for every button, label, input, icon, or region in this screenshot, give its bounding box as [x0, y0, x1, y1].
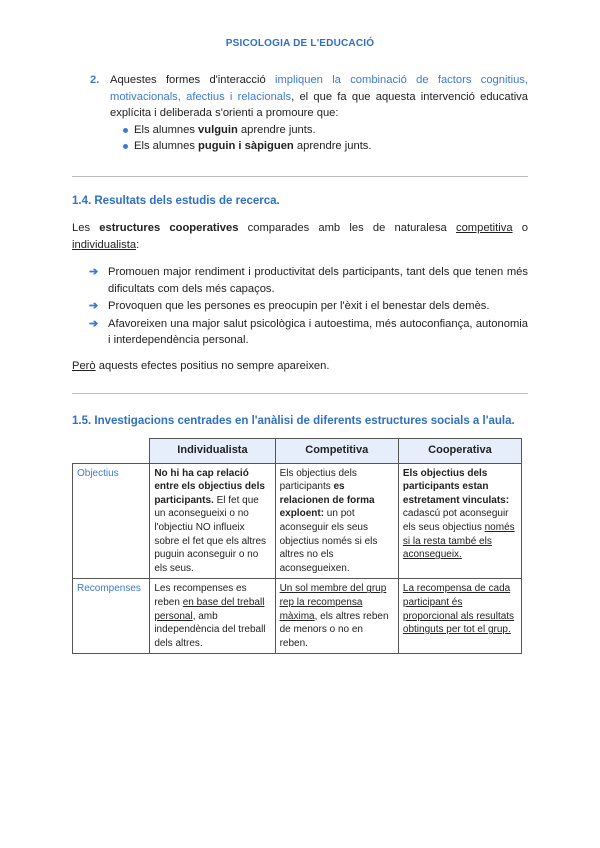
cell-text: Les recompenses es reben — [154, 583, 247, 608]
closing-text-rest: aquests efectes positius no sempre apareixen. — [95, 360, 330, 372]
cell-text-bold: Els objectius dels participants estan estretament vinculats: — [402, 467, 510, 506]
column-header-cooperativa: Cooperativa — [398, 439, 521, 464]
item-2-bullet-list — [110, 122, 528, 155]
cell-objectius-cooperativa — [398, 463, 521, 579]
intro-text-bold: estructures cooperatives — [99, 222, 239, 234]
social-structures-table — [72, 438, 522, 654]
page-header-title: PSICOLOGIA DE L'EDUCACIÓ — [225, 38, 375, 49]
bullet-text-post: aprendre junts. — [237, 123, 316, 136]
cell-text: cadascú pot aconseguir els seus objectius — [402, 508, 509, 533]
item-number: 2. — [90, 74, 100, 86]
item-2-text-a: Aquestes formes d'interacció — [110, 74, 275, 86]
arrow-list-item — [72, 316, 528, 349]
arrow-right-icon: ➔ — [89, 317, 99, 330]
section-1-4-closing — [72, 358, 528, 375]
cell-recompenses-cooperativa — [398, 579, 521, 654]
table-corner-cell — [73, 439, 150, 464]
item-2-text-b: , el que fa que aquesta intervenció educativa explícita i deliberada s'orienti a promoure que: — [110, 90, 529, 119]
bullet-item — [110, 122, 528, 139]
item-2-text-highlight: impliquen la combinació de factors cognitius, motivacionals, afectius i relacionals — [110, 74, 528, 103]
table-header-row — [73, 439, 522, 464]
arrow-list-item — [72, 264, 528, 297]
numbered-item-2 — [90, 72, 528, 155]
bullet-text-post: aprendre junts. — [293, 140, 372, 152]
cell-text-underlined: només si la resta també els aconsegueix. — [402, 521, 515, 561]
section-heading-1-4: 1.4. Resultats dels estudis de recerca. — [72, 195, 280, 207]
cell-recompenses-competitiva — [275, 579, 398, 654]
intro-text-competitiva: competitiva — [455, 222, 513, 234]
arrow-item-text: Provoquen que les persones es preocupin per l'èxit i el benestar dels demès. — [108, 300, 490, 312]
cell-text: Els objectius dels participants — [279, 467, 357, 493]
arrow-right-icon: ➔ — [89, 266, 99, 278]
cell-objectius-individualista — [150, 463, 275, 579]
cell-text: , amb independència del treball dels altres. — [154, 610, 266, 649]
closing-text-pero: Però — [72, 360, 96, 372]
intro-text-b: comparades amb les de naturalesa — [238, 222, 456, 234]
cell-text: , els altres reben de menors o no en reben. — [279, 610, 389, 649]
cell-text-bold: es relacionen de forma exploent: — [279, 481, 375, 520]
cell-objectius-competitiva — [275, 463, 398, 579]
bullet-item — [110, 138, 528, 155]
bullet-dot-icon — [123, 128, 128, 133]
table-row-recompenses — [73, 579, 522, 654]
bullet-dot-icon — [123, 144, 128, 149]
cell-text-bold: No hi ha cap relació entre els objectius dels participants. — [154, 467, 265, 506]
arrow-right-icon: ➔ — [89, 300, 99, 312]
intro-text-individualista: individualista — [72, 238, 137, 251]
arrow-item-text: Afavoreixen una major salut psicològica i autoestima, més autoconfiança, autonomia i interdependència personal. — [108, 317, 528, 346]
cell-text-underlined: La recompensa de cada participant és proporcional als resultats obtinguts per tot el grup. — [402, 583, 515, 636]
row-label-objectius: Objectius — [73, 463, 150, 579]
arrow-list-item — [72, 298, 528, 315]
item-2-body — [110, 72, 528, 155]
cell-text: un pot aconseguir els seus objectius només si els altres no els aconsegueixen. — [279, 508, 378, 574]
section-1-4-intro — [72, 220, 528, 253]
intro-text-c: o — [512, 222, 528, 234]
cell-text-underlined: en base del treball personal — [154, 596, 265, 622]
intro-text-a: Les — [72, 222, 100, 234]
table-row-objectius — [73, 463, 522, 579]
column-header-individualista: Individualista — [150, 439, 275, 464]
section-divider — [72, 393, 528, 394]
bullet-text-pre: Els alumnes — [134, 123, 199, 136]
bullet-text-bold: vulguin — [198, 123, 238, 136]
cell-text-underlined: Un sol membre del grup rep la recompensa màxima — [279, 583, 387, 622]
section-heading-1-5: 1.5. Investigacions centrades en l'anàlisi de diferents estructures socials a l'aula. — [72, 415, 515, 427]
arrow-item-text: Promouen major rendiment i productivitat dels participants, tant dels que tenen més dificultats com dels més capaços. — [108, 266, 528, 295]
bullet-text-pre: Els alumnes — [134, 140, 199, 152]
column-header-competitiva: Competitiva — [275, 439, 398, 464]
section-divider — [72, 176, 528, 177]
section-1-4-arrow-list — [72, 264, 528, 350]
cell-recompenses-individualista — [150, 579, 275, 654]
row-label-recompenses: Recompenses — [73, 579, 150, 654]
bullet-text-bold: puguin i sàpiguen — [198, 140, 294, 152]
cell-text: El fet que un aconsegueixi o no l'objectiu NO influeix sobre el fet que els altres puguin aconseguir o no els seus. — [154, 494, 267, 574]
intro-text-d: : — [136, 238, 140, 251]
